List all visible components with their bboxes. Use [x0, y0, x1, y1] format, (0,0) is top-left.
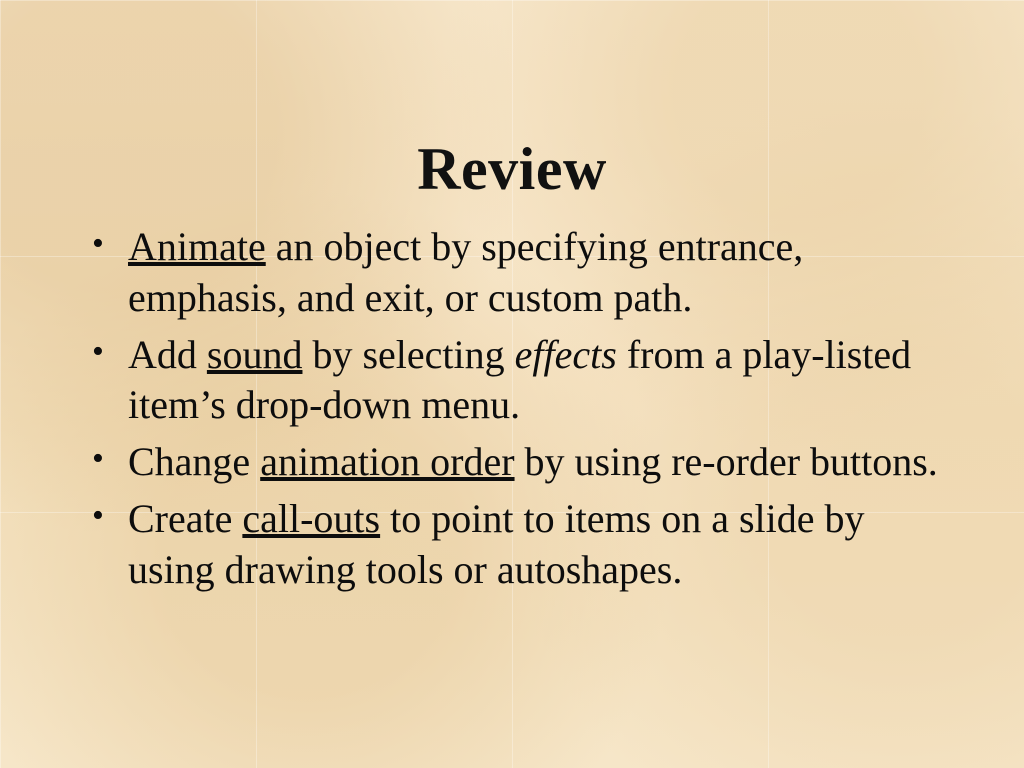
bullet-run: sound	[206, 331, 303, 377]
bullet-run: Add	[128, 331, 207, 377]
bullet-text-1	[128, 332, 911, 428]
bullet-text-2	[128, 439, 938, 484]
list-item	[80, 330, 960, 432]
bullet-run: effects	[514, 331, 617, 377]
bullet-run: call-outs	[242, 495, 381, 541]
list-item	[80, 494, 960, 596]
list-item	[80, 437, 960, 488]
bullet-run: by selecting	[302, 331, 515, 377]
bullet-run: to point to items on a slide by using drawing tools or autoshapes.	[128, 495, 865, 592]
bullet-run: animation order	[260, 439, 515, 485]
bullet-run: from a play-listed item’s drop-down menu.	[128, 331, 912, 428]
bullet-list	[80, 222, 960, 602]
bullet-text-3	[128, 496, 865, 592]
page-title: Review	[417, 136, 607, 203]
list-item	[80, 222, 960, 324]
bullet-run: Create	[128, 495, 243, 541]
bullet-run: an object by specifying entrance, emphasis, and exit, or custom path.	[128, 224, 804, 320]
bullet-text-0	[128, 224, 803, 320]
bullet-run: Animate	[128, 224, 266, 269]
bullet-run: Change	[128, 439, 261, 485]
bullet-run: by using re-order buttons.	[514, 439, 938, 485]
